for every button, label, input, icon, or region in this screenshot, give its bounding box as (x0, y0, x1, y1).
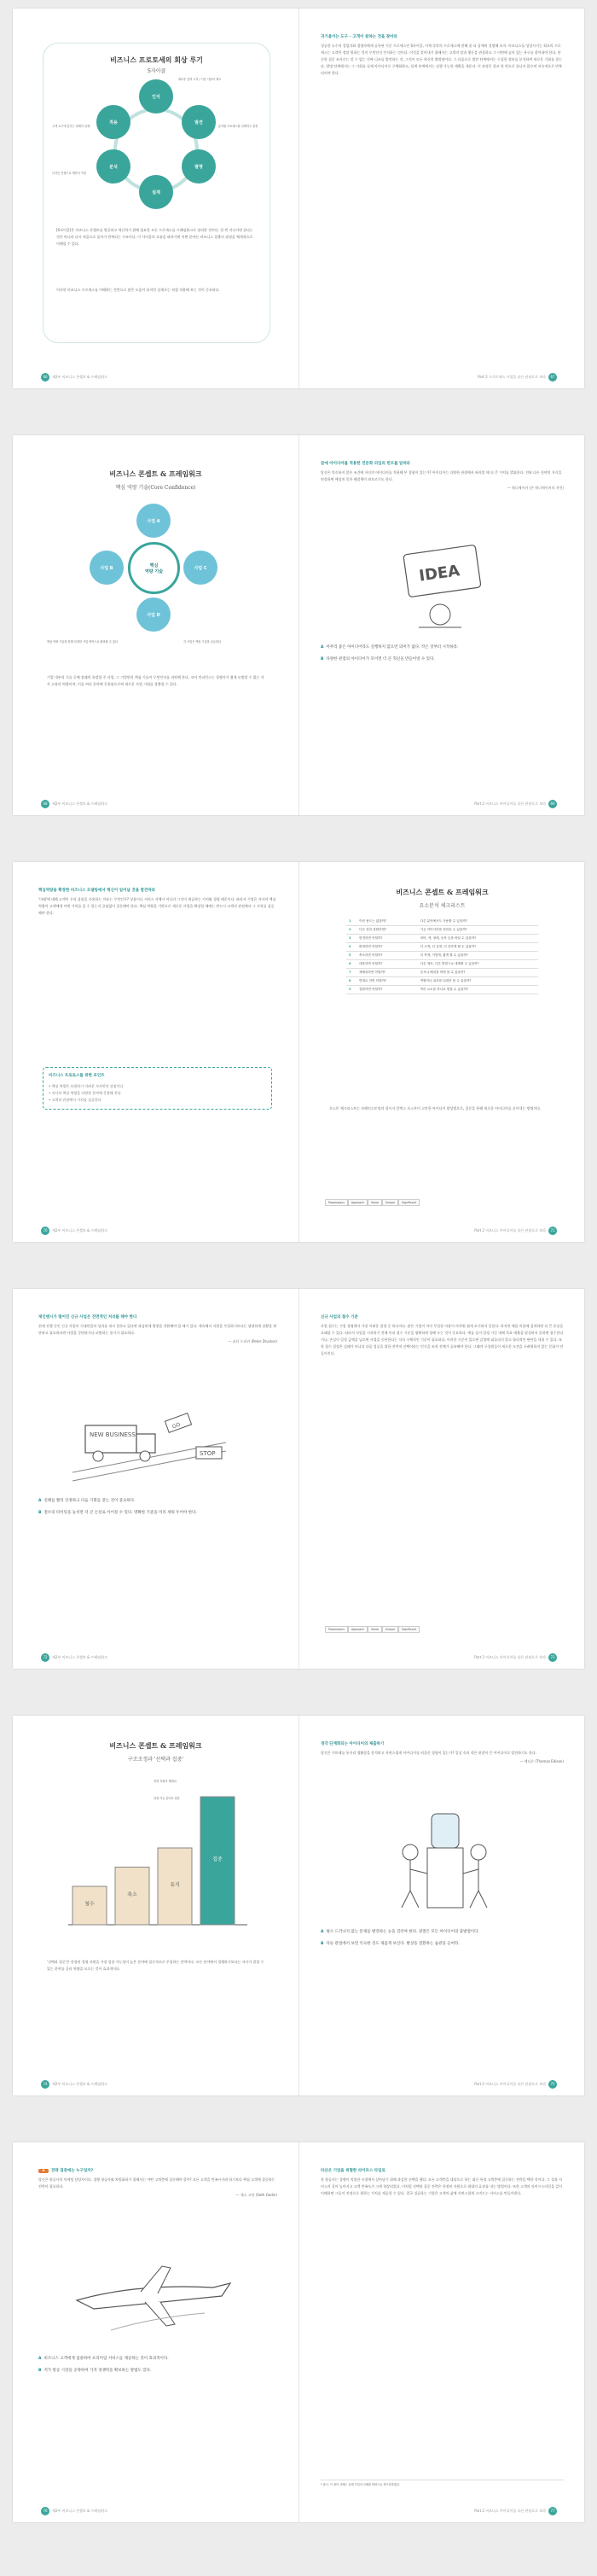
legend-item: Value (368, 1626, 382, 1633)
running-footer: Part 2 프로토세스 사업을 다른 관점으로 보라 67 (478, 373, 559, 382)
page-number: 70 (41, 1227, 49, 1235)
bar-label: 축소 (127, 1891, 137, 1898)
page-number: 68 (41, 800, 49, 808)
section-heading: ★ 전략 집중에는 누구일까? (38, 2168, 277, 2173)
node-a: 사업 A (136, 504, 171, 538)
node-c: 사업 C (183, 551, 217, 585)
figure-title: 비즈니스 콘셉트 & 프레임워크 (109, 1741, 202, 1750)
legend-item: Approach (348, 1626, 368, 1633)
page-74 (13, 1716, 298, 2095)
spread-1 (13, 9, 584, 388)
answer-b: B 저가 항공 시장을 공략하여 가격 경쟁력을 확보하는 방법도 있다. (38, 2369, 152, 2373)
page-number: 67 (548, 373, 557, 382)
quote-attribution: — 피터 드러커 (Peter Drucker) (228, 1339, 277, 1343)
page-77 (298, 2142, 585, 2522)
spread-5 (13, 1716, 584, 2095)
running-footer: Part 2 비즈니스 아이디어를 다른 관점으로 보라 69 (474, 800, 559, 808)
page-76 (13, 2142, 298, 2522)
figure-body: [S사이클]은 비즈니스 콘셉트를 발굴하고 혁신하기 위해 필요한 모든 프로세스를 프레임워크로 정리한 것이다. 한 번 지나가면 끝나는 것이 아니라 다시 처음으로 돌아가 반복되는 구조이다. 이 사이클의 흐름을 따라가면 어떤 분야든 비즈니스 창출의 과정을 체계적으로 이해할 수 있다. (56, 228, 253, 246)
figure-title: 비즈니스 프로토세의 회상 루기 (110, 55, 203, 64)
sign-go: GO (171, 1421, 182, 1431)
row-question: 결합하면 어떨까? (356, 986, 418, 994)
bar-label: 유지 (170, 1882, 180, 1888)
body-text: 오스본 체크리스트는 브레인스토밍의 창시자 알렉스 오스본이 고안한 아이디어 발상법으로, 질문을 통해 새로운 아이디어를 끌어내는 방법이다. (329, 1106, 542, 1110)
point-box (43, 1067, 272, 1110)
running-footer: 72 제2부 비즈니스 콘셉트 & 프레임워크 (38, 1653, 107, 1662)
body-text: 성공한 소수의 창업자와 경영자에게 공통된 기준 프로세스인 S사이클, 이제 각각의 프로세스에 관해 좀 더 상세히 설명해 보자. 비즈니스를 성장시키는 최초의 프로세스는 고객이 정말 원하는 것이 무엇인지 인지하는 것이다. 이것을 알아내기 위해서는 고객의 말과 행동을 관찰하고 그 이면에 숨어 있는 욕구를 찾아내야 한다. 단순한 설문 조사로는 알 수 없는 진짜 니즈를 발견하는 것, 그것이 모든 혁신의 출발점이다. 그 다음으로 발견 단계에서는 수집한 정보를 분석하여 새로운 기회를 찾는다. 발명 단계에서는 그 기회를 실제 아이디어로 구체화하고, 설계 단계에서는 실행 가능한 계획을 세운다. 이 과정은 결코 한 번으로 끝나지 않으며 지속적으로 반복되어야 한다. (321, 44, 562, 75)
page-68 (13, 435, 298, 815)
cycle-node-3: 발명 (182, 149, 216, 184)
figure-body-2: 이러한 비즈니스 프로세스를 이해하는 것만으로 많은 도움이 되지만 실제로는 직접 적용해 보는 것이 중요하다. (56, 288, 220, 292)
page-number: 73 (548, 1653, 557, 1662)
figure-subtitle: S자이클 (147, 68, 166, 74)
row-detail: 더 작게, 가볍게, 짧게 할 수 있을까? (418, 952, 538, 960)
page-number: 76 (41, 2507, 49, 2515)
cycle-node-6: 적용 (96, 105, 130, 139)
annotation-2: 성장 가능 분야로 집중 (154, 1797, 180, 1800)
page-69 (298, 435, 585, 815)
cycle-node-4: 설계 (139, 175, 173, 209)
figure-subtitle: 구조조정과 '선택과 집중' (127, 1757, 184, 1763)
spread-6 (13, 2142, 584, 2522)
answer-a: A 평소 드러나지 않는 문제를 발견하는 눈을 길러야 한다. 관찰은 모든 아이디어의 출발점이다. (321, 1930, 479, 1934)
page-number: 72 (41, 1653, 49, 1662)
page-71 (298, 862, 585, 1242)
answer-a: A 실패를 빨리 인정하고 다음 기회를 찾는 것이 중요하다. (38, 1499, 136, 1503)
core-node: 핵심 역량 기술 (128, 542, 180, 594)
table-row (346, 943, 538, 952)
table-row (346, 977, 538, 986)
body-text: 현재 진행 중인 신규 사업이 기대만큼의 성과를 내지 못하고 있다면 과감하게 방향을 전환해야 할 때가 있다. 계속해서 자원을 투입하기보다는 냉정하게 상황을 판단하고 필요하다면 사업을 중단하거나 피벗하는 용기가 필요하다. (38, 1324, 277, 1335)
section-heading: 재인텐시가 떨어진 신규 사업은 전면적인 처리를 해야 한다 (38, 1315, 137, 1320)
row-detail: 역할이나 위치를 뒤집어 볼 수 있을까? (418, 977, 538, 986)
quote-attribution: — 에디슨 (Thomas Edison) (519, 1759, 564, 1763)
spread-2 (13, 435, 584, 815)
sign-stop: STOP (200, 1450, 216, 1457)
figure-body: 기업 내부의 기술 중에 장래의 유망할 주 사업, 그 기업만의 핵심 기술이 무엇인지를 파악해 본다. 코어 컨피던스는 경쟁사가 쉽게 모방할 수 없는 자사 고유의 역량이며, 이를 여러 분야에 응용함으로써 새로운 사업 기회를 창출할 수 있다. (47, 675, 264, 686)
idea-illustration (385, 538, 496, 632)
row-number: 6 (346, 960, 356, 969)
row-question: 이런 용도는 없을까? (356, 918, 418, 926)
row-number: 1 (346, 918, 356, 926)
legend-item: Significant (398, 1199, 420, 1206)
row-number: 4 (346, 943, 356, 952)
body-text: 사업 철수는 기업 경영에서 가장 어려운 결정 중 하나이다. 많은 기업이 이미 투입한 비용이 아까워 쉽게 포기하지 못한다. 하지만 매몰 비용에 집착하면 더 큰 손실을 초래할 수 있다. 따라서 사업을 시작하기 전에 미리 철수 기준을 명확하게 정해 두는 것이 중요하다. 예를 들어 일정 기간 내에 목표 매출을 달성하지 못하면 철수한다거나, 손실이 일정 금액을 넘으면 사업을 중단한다는 식의 구체적인 기준이 필요하다. 이러한 기준이 있으면 감정에 휘둘리지 않고 합리적인 판단을 내릴 수 있다. 또한 철수 결정은 실패가 아니라 다음 성공을 위한 전략적 선택이라는 인식을 조직 전체가 공유해야 한다. 그래야 구성원들이 새로운 도전을 두려워하지 않는 문화가 만들어진다. (321, 1324, 564, 1355)
page-number: 74 (41, 2080, 49, 2089)
row-detail: 의미, 색, 형태, 동작 등을 바꿀 수 있을까? (418, 935, 538, 943)
row-question: 확대하면 어떨까? (356, 943, 418, 952)
cycle-note-2: 분석할 프로세스를 선택하고 결정 (218, 125, 258, 128)
row-number: 7 (346, 969, 356, 977)
row-number: 8 (346, 977, 356, 986)
legend-row (325, 1626, 420, 1633)
body-text: 당신은 항공사의 마케팅 담당자이다. 경쟁 항공사와 차별화하기 위해서는 어떤 고객층에 집중해야 할까? 모든 고객을 만족시키려 하기보다 핵심 고객에 집중하는 전략이 필요하다. (38, 2177, 275, 2188)
quote-attribution: — 세스 고딘 (Seth Godin) (235, 2193, 277, 2197)
section-heading: 타산은 기업을 위협한 라이프스 타일로 (321, 2169, 385, 2173)
section-heading: 핵심역량을 확장한 비즈니스 모델링에서 혁신이 일어날 것을 발견하라 (38, 889, 156, 893)
section-heading: 끝에 아이디어를 적용한 전문화 외입의 힌트를 알려라 (321, 462, 411, 466)
legend-item: Value (368, 1199, 382, 1206)
row-question: 재배치하면 어떨까? (356, 969, 418, 977)
row-number: 2 (346, 926, 356, 935)
page-number: 75 (548, 2080, 557, 2089)
body-text: 한 항공사는 경쟁이 치열한 시장에서 살아남기 위해 과감한 선택을 했다. 모든 고객층을 대상으로 하는 대신 특정 고객층에 집중하는 전략을 택한 것이다. 그 결과 서비스의 질이 높아지고 고객 만족도가 크게 향상되었다. 이처럼 선택과 집중 전략은 한정된 자원으로 최대의 효과를 내는 방법이다. 또한 고객의 라이프스타일을 깊이 이해하면 그들이 진정으로 원하는 가치를 제공할 수 있다. 결국 성공하는 기업은 고객의 삶에 자연스럽게 스며드는 서비스를 만들어낸다. (321, 2177, 562, 2195)
legend-item: Unique (382, 1626, 398, 1633)
running-footer: Part 2 비즈니스 아이디어를 다른 관점으로 보라 73 (474, 1653, 559, 1662)
running-footer: Part 2 비즈니스 아이디어를 다른 관점으로 보라 75 (474, 2080, 559, 2089)
row-detail: 기존 아이디어를 빌려올 수 있을까? (418, 926, 538, 935)
page-67 (298, 9, 585, 388)
page-number: 66 (41, 373, 49, 382)
legend-item: Significant (398, 1626, 420, 1633)
row-detail: 순서나 배치를 바꿔 볼 수 있을까? (418, 969, 538, 977)
cycle-note-3: 고객 요구에 맞추는 형태의 설계 (52, 125, 90, 128)
row-question: 변경하면 어떨까? (356, 935, 418, 943)
footnote: * 참고: 이 장의 사례는 실제 기업의 사례를 바탕으로 재구성하였다. (321, 2480, 564, 2487)
figure-subtitle: 요소분석 체크리스트 (419, 903, 466, 909)
row-detail: 다른 분야에서도 사용할 수 있을까? (418, 918, 538, 926)
cycle-note-1: 새로운 것의 시작 / 기존 사물의 재고 (178, 78, 222, 81)
row-question: 대용하면 어떨까? (356, 960, 418, 969)
legend-item: Approach (348, 1199, 368, 1206)
row-question: 반대로 하면 어떨까? (356, 977, 418, 986)
body-text: 당신은 거트레를 통지리 생활상을 분석하고 자연스럽게 아이디어를 떠올린 경험이 있는가? 일상 속의 작은 관찰이 큰 아이디어로 발전하기도 한다. (321, 1751, 536, 1755)
running-footer: 66 제2부 비즈니스 콘셉트 & 프레임워크 (38, 373, 107, 382)
running-footer: 70 제2부 비즈니스 콘셉트 & 프레임워크 (38, 1227, 107, 1235)
row-number: 5 (346, 952, 356, 960)
running-footer: 74 제2부 비즈니스 콘셉트 & 프레임워크 (38, 2080, 107, 2089)
annotation-1: 경영 자원의 재배치 (154, 1780, 177, 1783)
legend-item: Unique (382, 1199, 398, 1206)
page-number: 77 (548, 2507, 557, 2515)
row-number: 9 (346, 986, 356, 994)
figure-frame (43, 43, 270, 343)
airplane-illustration (60, 2249, 247, 2343)
row-detail: 더 크게, 더 길게, 더 강하게 할 수 있을까? (418, 943, 538, 952)
page-72 (13, 1289, 298, 1669)
answer-b: B 다른 관점에서 보면 익숙한 것도 새롭게 보인다. 발상을 전환하는 습관을 들여라. (321, 1942, 460, 1946)
legend-row (325, 1199, 420, 1206)
page-number: 69 (548, 800, 557, 808)
table-row (346, 918, 538, 926)
quote-attribution: — 워너메이커 (존 워너메이커의 격언) (507, 486, 564, 490)
table-row (346, 935, 538, 943)
page-66 (13, 9, 298, 388)
figure-body: '선택과 집중'은 한정된 경영 자원을 가장 성장 가능성이 높은 분야에 집중적으로 투입하는 전략이다. 모든 분야에서 경쟁하기보다는 자사가 잘할 수 있는 분야를 골라 역량을 모으는 것이 효과적이다. (47, 1960, 264, 1971)
running-footer: Part 2 비즈니스 아이디어를 다른 관점으로 보라 71 (474, 1227, 559, 1235)
figure-subtitle: 핵심 역량 기술(Core Confidence) (115, 485, 196, 491)
figure-title: 비즈니스 콘셉트 & 프레임워크 (396, 888, 489, 896)
row-question: 다른 것과 결합하면? (356, 926, 418, 935)
cycle-note-4: 디자인 컨셉으로 제안서 작성 (52, 172, 86, 175)
node-b: 사업 B (90, 551, 124, 585)
page-75 (298, 1716, 585, 2095)
answer-b: B 철수의 타이밍을 놓치면 더 큰 손실로 이어질 수 있다. 명확한 기준을 미리 세워 두어야 한다. (38, 1511, 197, 1515)
answer-a: A 비즈니스 고객에게 집중하여 프리미엄 서비스를 제공하는 것이 효과적이다. (38, 2357, 169, 2361)
section-heading: 생각 단계화되는 아이디어의 제출하기 (321, 1742, 385, 1746)
section-heading: 신규 사업의 철수 기준 (321, 1315, 358, 1320)
point-item: • 핵심 역량은 모방하기 어려운 자사만의 강점이다 (49, 1084, 124, 1088)
running-footer: Part 2 비즈니스 아이디어를 다른 관점으로 보라 77 (474, 2507, 559, 2515)
page-number: 71 (548, 1227, 557, 1235)
body-text: '미래'에 대해 고객이 우리 상품을 사용하는 이유는 무엇인가? 상품이나 서비스 자체가 아니라 그것이 제공하는 가치와 경험 때문이다. 따라서 기업은 자사의 핵심 역량이 고객에게 어떤 가치를 줄 수 있는지 끊임없이 질문해야 한다. 핵심 역량을 기반으로 새로운 사업을 확장할 때에는 반드시 고객의 관점에서 그 가치를 검증해야 한다. (38, 897, 276, 915)
cycle-node-5: 분석 (96, 149, 130, 184)
table-row (346, 969, 538, 977)
row-detail: 여러 요소를 하나로 합칠 수 있을까? (418, 986, 538, 994)
body-text: 당신은 익숙하지 않은 조건에 자신의 아이디어를 적용해 본 경험이 있는가? 아이디어는 다양한 관점에서 바라볼 때 더 큰 가치를 발휘한다. 전혀 다른 분야의 지식을 연결하면 예상치 못한 해결책이 떠오르기도 한다. (321, 470, 562, 481)
row-question: 축소하면 어떨까? (356, 952, 418, 960)
figure-title: 비즈니스 콘셉트 & 프레임워크 (109, 469, 202, 478)
truck-illustration (64, 1391, 235, 1485)
running-footer: 68 제2부 비즈니스 콘셉트 & 프레임워크 (38, 800, 107, 808)
checklist-table (346, 918, 538, 994)
bar-label: 집중 (212, 1856, 223, 1862)
node-d: 사업 D (136, 597, 171, 632)
point-box-title: 비즈니스 프로토스를 위한 포인트 (49, 1074, 105, 1078)
page-70 (13, 862, 298, 1242)
table-row (346, 960, 538, 969)
svg-text:IDEA: IDEA (418, 562, 461, 586)
point-item: • 자사의 핵심 역량을 다양한 분야에 응용해 본다 (49, 1091, 121, 1095)
page-73 (298, 1289, 585, 1669)
legend-item: Possessions (325, 1626, 348, 1633)
cycle-node-2: 발견 (182, 105, 216, 139)
row-detail: 다른 재료, 다른 방법으로 대체할 수 있을까? (418, 960, 538, 969)
spread-4 (13, 1289, 584, 1669)
running-footer: 76 제2부 비즈니스 콘셉트 & 프레임워크 (38, 2507, 107, 2515)
answer-a: A 아무리 좋은 아이디어라도 실행하지 않으면 의미가 없다. 작은 것부터 시작하라. (321, 645, 459, 650)
row-number: 3 (346, 935, 356, 943)
table-row (346, 986, 538, 994)
side-note-2: 각 사업은 핵심 기술을 공유한다 (183, 640, 222, 644)
section-heading: 귀기울이는 도구 – 고객이 원하는 것을 찾아라 (321, 35, 397, 39)
lesson-tag-icon: ★ (38, 2169, 49, 2173)
sign-new: NEW BUSINESS (90, 1431, 136, 1438)
legend-item: Possessions (325, 1199, 348, 1206)
table-row (346, 926, 538, 935)
answer-b: B 다양한 관점의 아이디어가 모이면 더 큰 혁신을 만들어낼 수 있다. (321, 657, 435, 661)
side-note-1: 핵심 역량 기술을 통해 다양한 사업 영역으로 확장할 수 있다 (47, 640, 119, 644)
point-item: • 고객의 관점에서 가치를 검증한다 (49, 1098, 101, 1102)
water-cooler-illustration (385, 1805, 504, 1916)
table-row (346, 952, 538, 960)
bar-label: 철수 (84, 1901, 95, 1908)
spread-3 (13, 862, 584, 1242)
cycle-node-1: 인지 (139, 79, 173, 114)
